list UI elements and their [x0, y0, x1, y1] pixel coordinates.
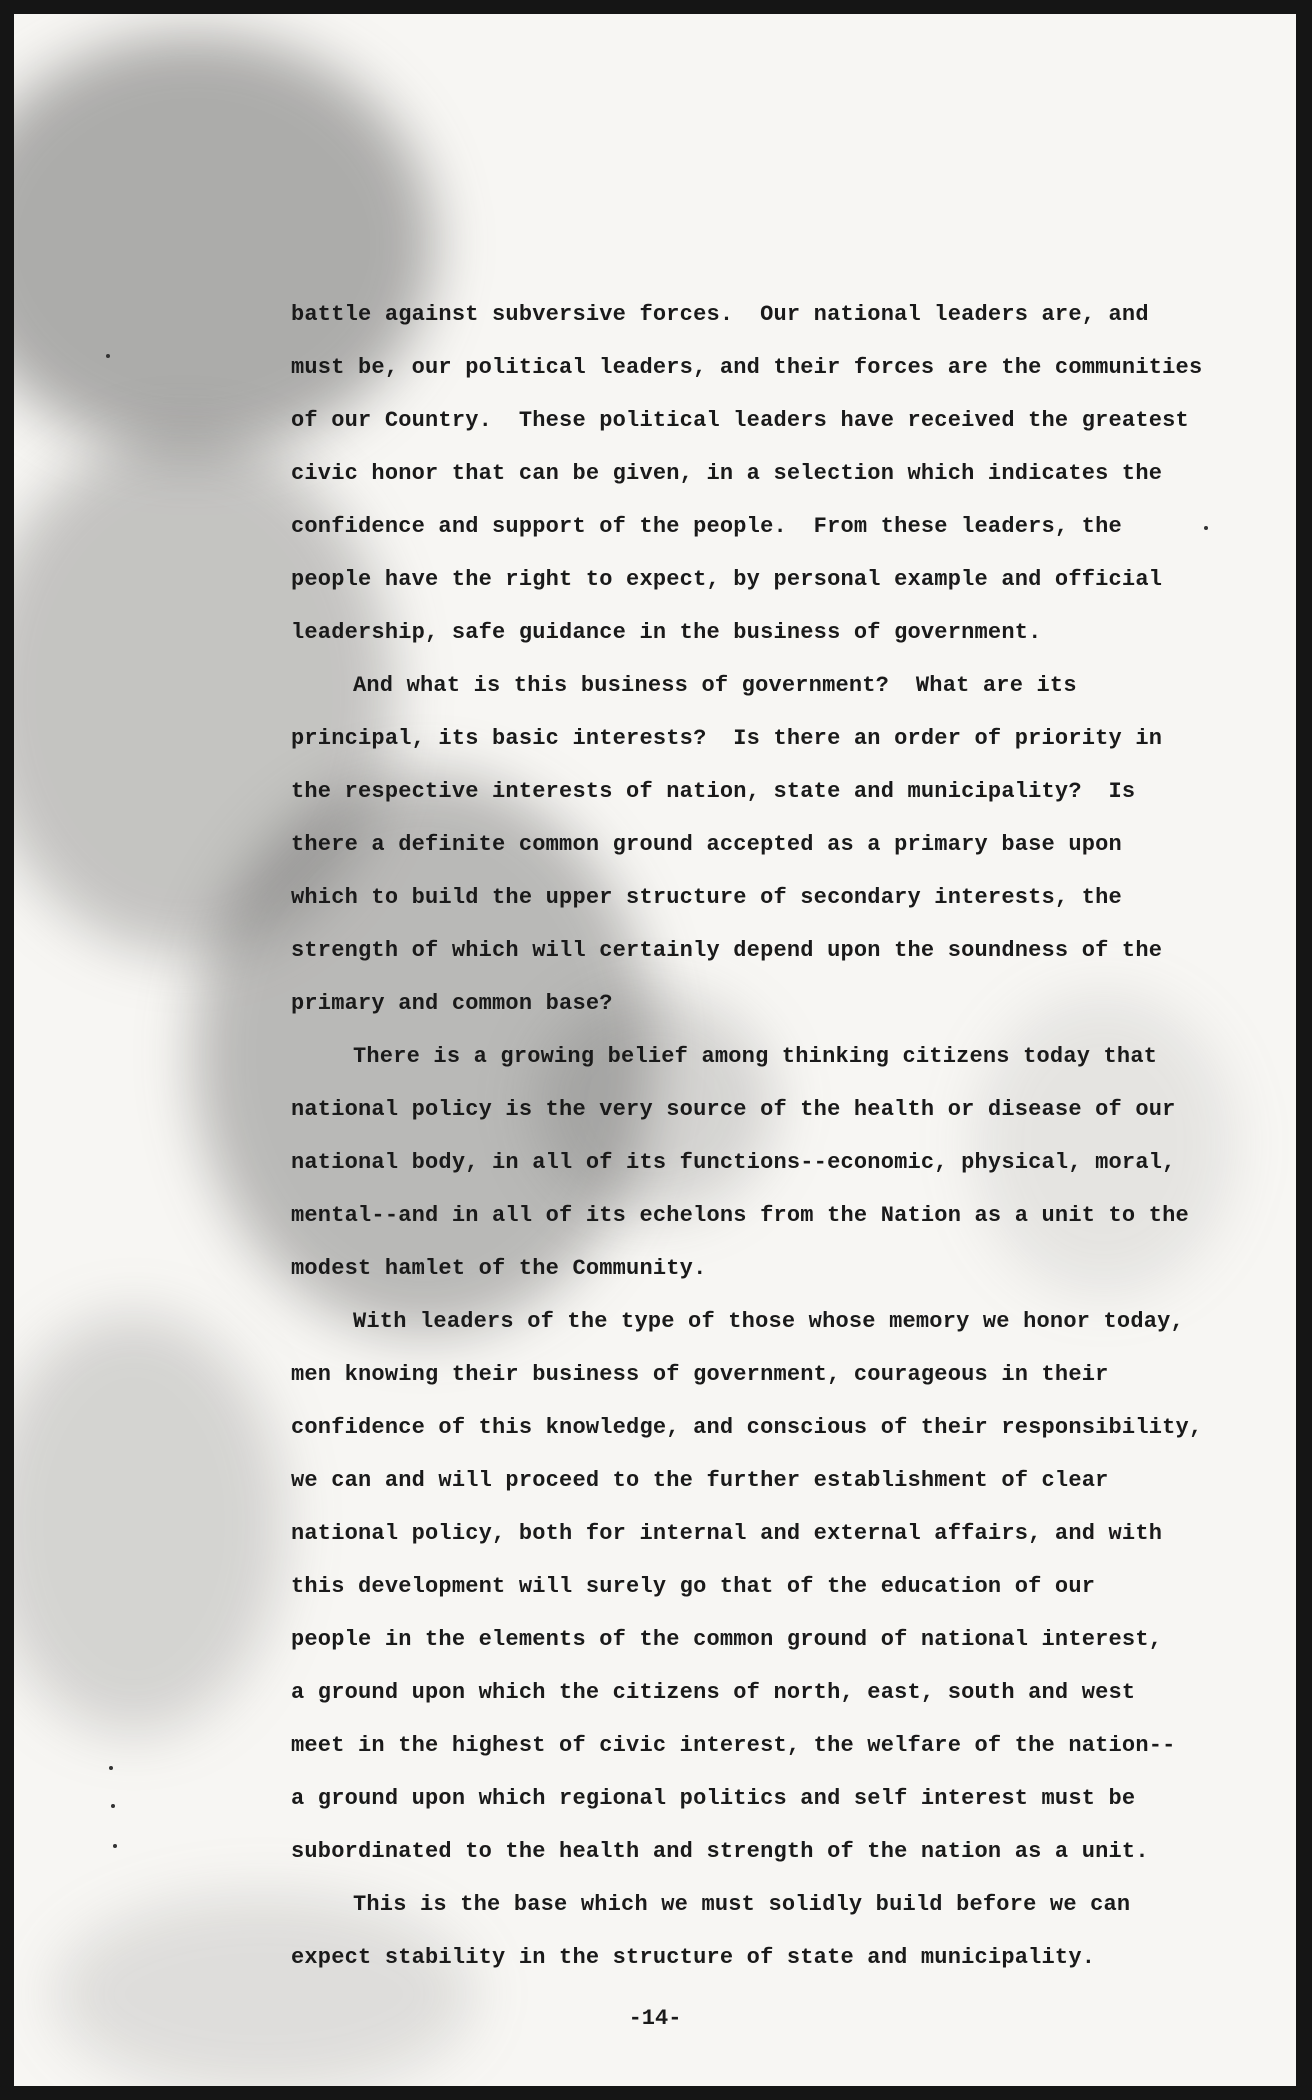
text-line: This is the base which we must solidly build before we can: [353, 1892, 1131, 1917]
text-line: strength of which will certainly depend upon the soundness of the: [291, 938, 1163, 963]
text-line: a ground upon which regional politics and self interest must be: [291, 1786, 1136, 1811]
text-line: national body, in all of its functions--economic, physical, moral,: [291, 1150, 1176, 1175]
text-line: the respective interests of nation, state and municipality? Is: [291, 779, 1136, 804]
toner-smudge: [14, 1314, 284, 1734]
speck: [111, 1804, 115, 1808]
text-line: primary and common base?: [291, 991, 613, 1016]
text-line: people in the elements of the common ground of national interest,: [291, 1627, 1163, 1652]
text-line: meet in the highest of civic interest, the welfare of the nation--: [291, 1733, 1176, 1758]
text-line: national policy is the very source of the health or disease of our: [291, 1097, 1176, 1122]
text-line: confidence of this knowledge, and conscious of their responsibility,: [291, 1415, 1203, 1440]
text-line: we can and will proceed to the further establishment of clear: [291, 1468, 1109, 1493]
text-line: With leaders of the type of those whose memory we honor today,: [353, 1309, 1184, 1334]
document-page: [14, 14, 1296, 2086]
page-number: -14-: [628, 2006, 682, 2031]
text-line: a ground upon which the citizens of north, east, south and west: [291, 1680, 1136, 1705]
text-line: And what is this business of government? What are its: [353, 673, 1077, 698]
text-line: expect stability in the structure of state and municipality.: [291, 1945, 1096, 1970]
text-line: confidence and support of the people. From these leaders, the: [291, 514, 1122, 539]
text-line: subordinated to the health and strength of the nation as a unit.: [291, 1839, 1149, 1864]
text-line: There is a growing belief among thinking citizens today that: [353, 1044, 1158, 1069]
speck: [113, 1844, 117, 1848]
text-line: civic honor that can be given, in a selection which indicates the: [291, 461, 1163, 486]
text-line: modest hamlet of the Community.: [291, 1256, 707, 1281]
text-line: principal, its basic interests? Is there an order of priority in: [291, 726, 1163, 751]
text-line: men knowing their business of government, courageous in their: [291, 1362, 1109, 1387]
text-line: battle against subversive forces. Our national leaders are, and: [291, 302, 1149, 327]
text-line: people have the right to expect, by personal example and official: [291, 567, 1163, 592]
document-body: [291, 288, 1211, 1984]
text-line: must be, our political leaders, and their forces are the communities: [291, 355, 1203, 380]
text-line: national policy, both for internal and external affairs, and with: [291, 1521, 1163, 1546]
speck: [109, 1766, 113, 1770]
text-line: of our Country. These political leaders have received the greatest: [291, 408, 1189, 433]
text-line: this development will surely go that of the education of our: [291, 1574, 1096, 1599]
text-line: leadership, safe guidance in the business of government.: [291, 620, 1042, 645]
text-line: mental--and in all of its echelons from the Nation as a unit to the: [291, 1203, 1189, 1228]
text-line: there a definite common ground accepted as a primary base upon: [291, 832, 1122, 857]
text-line: which to build the upper structure of secondary interests, the: [291, 885, 1122, 910]
speck: [106, 354, 110, 358]
